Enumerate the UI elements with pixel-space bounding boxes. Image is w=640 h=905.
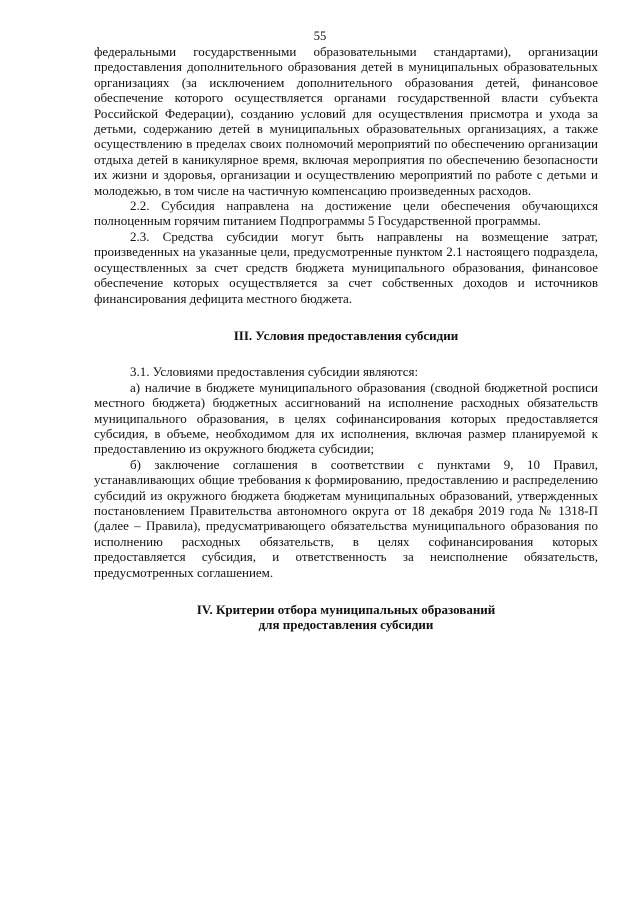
section-4-heading-line-1: IV. Критерии отбора муниципальных образований <box>196 602 496 617</box>
paragraph-3-1-b: б) заключение соглашения в соответствии с пунктами 9, 10 Правил, устанавливающих общие требования к формированию, предоставлению и распределению субсидий из окружного бюджета бюджетам муниципальных образований, утвержденных постановлением Правительства автономного округа от 18 декабря 2019 года № 1318-П (далее – Правила), предусматривающего обязательства муниципального образования по исполнению расходных обязательств, в целях софинансирования которых предоставляется субсидия, и ответственность за неисполнение обязательств, предусмотренных соглашением. <box>94 456 598 580</box>
section-4-heading <box>94 602 598 633</box>
paragraph-2-3: 2.3. Средства субсидии могут быть направлены на возмещение затрат, произведенных на указанные цели, предусмотренные пунктом 2.1 настоящего подраздела, осуществленных за счет средств бюджета муниципального образования, финансовое обеспечение которых осуществляется за счет собственных доходов и источников финансирования дефицита местного бюджета. <box>94 228 598 306</box>
paragraph-3-1-a: а) наличие в бюджете муниципального образования (сводной бюджетной росписи местного бюджета) бюджетных ассигнований на исполнение расходных обязательств муниципального образования, в целях софинансирования которых предоставляется субсидия, в объеме, необходимом для их исполнения, включая размер планируемой к предоставлению из окружного бюджета субсидии; <box>94 379 598 457</box>
paragraph-continuation: федеральными государственными образовательными стандартами), организации предоставления дополнительного образования детей в муниципальных образовательных организациях (за исключением дополнительного образования детей, финансовое обеспечение которого осуществляется органами государственной власти субъекта Российской Федерации), созданию условий для осуществления присмотра и ухода за детьми, содержанию детей в муниципальных образовательных организациях, а также осуществлению в пределах своих полномочий мероприятий по обеспечению организации отдыха детей в каникулярное время, включая мероприятия по обеспечению безопасности их жизни и здоровья, организации и осуществлению мероприятий по работе с детьми и молодежью, в том числе на частичную компенсацию произведенных расходов. <box>94 44 598 198</box>
section-4-heading-line-2: для предоставления субсидии <box>258 617 434 633</box>
document-body <box>94 44 598 633</box>
section-3-heading: III. Условия предоставления субсидии <box>233 327 459 343</box>
page-number: 55 <box>313 29 327 43</box>
paragraph-3-1: 3.1. Условиями предоставления субсидии являются: <box>130 364 419 380</box>
paragraph-2-2: 2.2. Субсидия направлена на достижение цели обеспечения обучающихся полноценным горячим питанием Подпрограммы 5 Государственной программы. <box>94 198 598 229</box>
